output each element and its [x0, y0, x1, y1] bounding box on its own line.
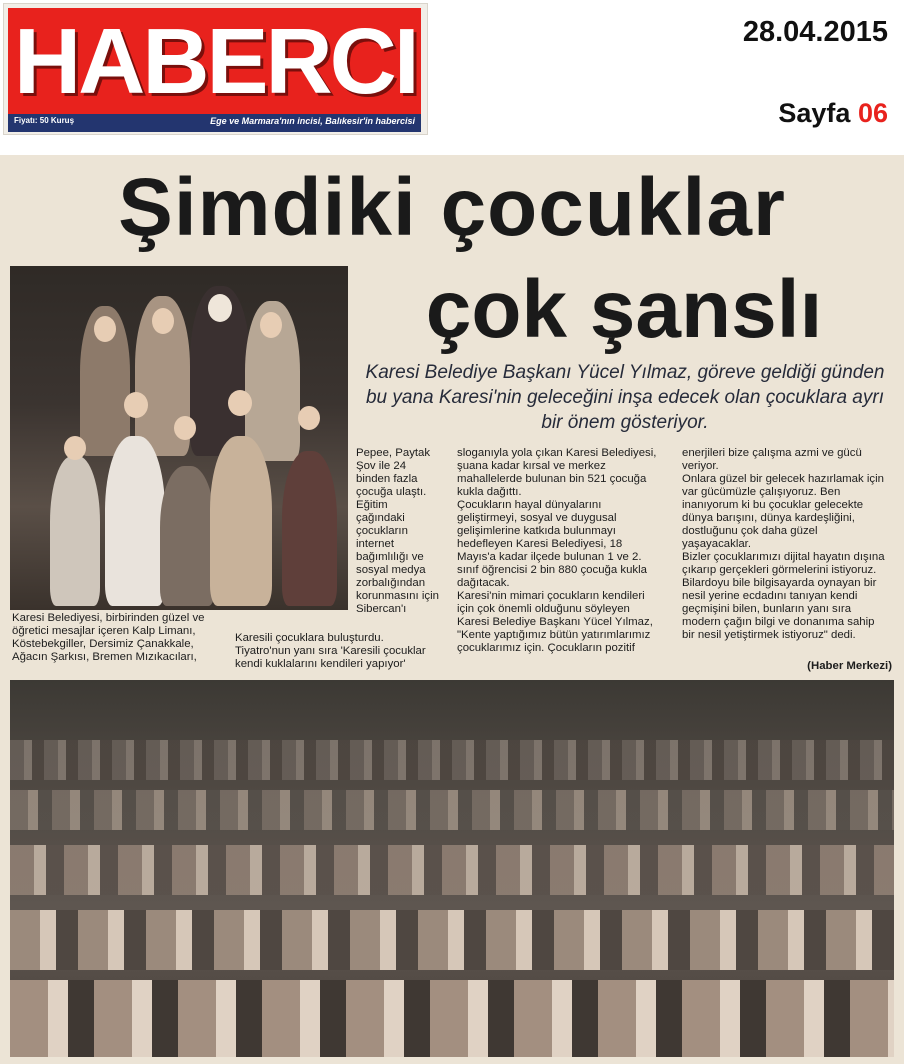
body-line: için çok önemli olduğunu söyleyen [457, 603, 630, 615]
body-line: gelişimlerine katkıda bulunmayı [457, 525, 616, 537]
body-line: geçmişini bilen, bunların yanı sıra [682, 603, 852, 615]
headline-line-2: çok şanslı [425, 264, 823, 355]
body-line: çıkarıp gerçekleri görmelerini istiyoruz. [682, 564, 877, 576]
body-line: Sibercan'ı [356, 603, 407, 615]
masthead-strip [8, 114, 421, 132]
crowd-row [10, 845, 894, 895]
body-line: modern çağın bilgi ve donanıma sahip [682, 616, 875, 628]
body-line: var gücümüzle çalışıyoruz. Ben [682, 486, 841, 498]
body-line: Karesi Belediye Başkanı Yücel Yılmaz, [457, 616, 653, 628]
body-line: şuana kadar kırsal ve merkez [457, 460, 606, 472]
body-column-left [12, 612, 232, 664]
newspaper-masthead [3, 3, 428, 135]
article-signature: (Haber Merkezi) [807, 660, 892, 672]
publication-date: 28.04.2015 [742, 16, 888, 48]
body-line: öğretici mesajlar içeren Kalp Limanı, [12, 625, 196, 637]
crowd-row [10, 910, 894, 970]
body-line: Çocukların hayal dünyalarını [457, 499, 602, 511]
body-line: Mayıs'a kadar ilçede bulunan 1 ve 2. [457, 551, 642, 563]
body-line: geliştirmeyi, sosyal ve duygusal [457, 512, 617, 524]
body-line: internet [356, 538, 394, 550]
body-line: Bizler çocuklarımızı dijital hayatın dışına [682, 551, 885, 563]
body-line: dostluğunu çok daha güzel [682, 525, 818, 537]
body-line: çocuklarımız için. Çocukların pozitif [457, 642, 635, 654]
body-line: dünya barışını, dünya kardeşliğini, [682, 512, 855, 524]
body-line: Karesi'nin mimari çocukların kendileri [457, 590, 645, 602]
body-line: kendi kuklalarını kendileri yapıyor' [235, 658, 406, 670]
body-line: nesil yerine ecdadını tanıyan kendi [682, 590, 858, 602]
body-line: çağındaki [356, 512, 405, 524]
body-line: Şov ile 24 [356, 460, 407, 472]
newspaper-logo: HABERCI [14, 9, 417, 113]
audience-photo [10, 680, 894, 1057]
body-line: Tiyatro'nun yanı sıra 'Karesili çocuklar [235, 645, 426, 657]
body-line: hedefleyen Karesi Belediyesi, 18 [457, 538, 623, 550]
body-line: çocukların [356, 525, 408, 537]
body-line: veriyor. [682, 460, 719, 472]
crowd-row [10, 980, 894, 1057]
body-line: kukla dağıttı. [457, 486, 522, 498]
body-line: Bilardoyu bile bilgisayarda oynayan bir [682, 577, 877, 589]
body-line: Karesili çocuklara buluşturdu. [235, 632, 384, 644]
article-deck: Karesi Belediye Başkanı Yücel Yılmaz, göreve geldiği günden bu yana Karesi'nin geleceğini inşa edecek olan çocuklara ayrı bir önem gösteriyor. [365, 362, 885, 433]
body-line: çocuğa ulaştı. [356, 486, 427, 498]
body-line: enerjileri bize çalışma azmi ve gücü [682, 447, 862, 459]
body-line: bağımlılığı ve [356, 551, 424, 563]
crowd-row [10, 740, 894, 780]
body-line: sosyal medya [356, 564, 426, 576]
headline-line-1: Şimdiki çocuklar [118, 162, 786, 253]
body-line: zorbalığından [356, 577, 426, 589]
body-column-narrow [356, 447, 450, 616]
body-line: Köstebekgiller, Dersimiz Çanakkale, [12, 638, 194, 650]
body-line: Pepee, Paytak [356, 447, 431, 459]
body-line: dağıtacak. [457, 577, 510, 589]
body-column-right [682, 447, 894, 642]
puppet-show-photo [10, 266, 348, 610]
masthead-price: Fiyatı: 50 Kuruş [14, 116, 75, 125]
body-line: Eğitim [356, 499, 388, 511]
crowd-row [10, 790, 894, 830]
body-line: sloganıyla yola çıkan Karesi Belediyesi, [457, 447, 657, 459]
body-column-mid-a [235, 632, 453, 671]
body-line: Karesi Belediyesi, birbirinden güzel ve [12, 612, 205, 624]
body-line: Ağacın Şarkısı, Bremen Mızıkacıları, [12, 651, 197, 663]
body-line: sınıf öğrencisi 2 bin 880 çocuğa kukla [457, 564, 647, 576]
body-column-mid [457, 447, 677, 655]
body-line: mahallelerde bulunan bin 521 çocuğa [457, 473, 647, 485]
page-number: 06 [857, 98, 888, 128]
body-line: yaşayacaklar. [682, 538, 752, 550]
logo-banner [8, 8, 421, 114]
page-label: Sayfa [778, 98, 851, 128]
body-line: bir nesil yetiştirmek istiyoruz" dedi. [682, 629, 856, 641]
body-line: korunmasını için [356, 590, 439, 602]
page-reference [778, 98, 888, 129]
body-line: binden fazla [356, 473, 418, 485]
body-line: inanıyorum ki bu çocuklar gelecekte [682, 499, 864, 511]
masthead-tagline: Ege ve Marmara'nın incisi, Balıkesir'in habercisi [210, 116, 415, 126]
body-line: Onlara güzel bir gelecek hazırlamak için [682, 473, 884, 485]
body-line: "Kente yaptığımız bütün yatırımlarımız [457, 629, 651, 641]
